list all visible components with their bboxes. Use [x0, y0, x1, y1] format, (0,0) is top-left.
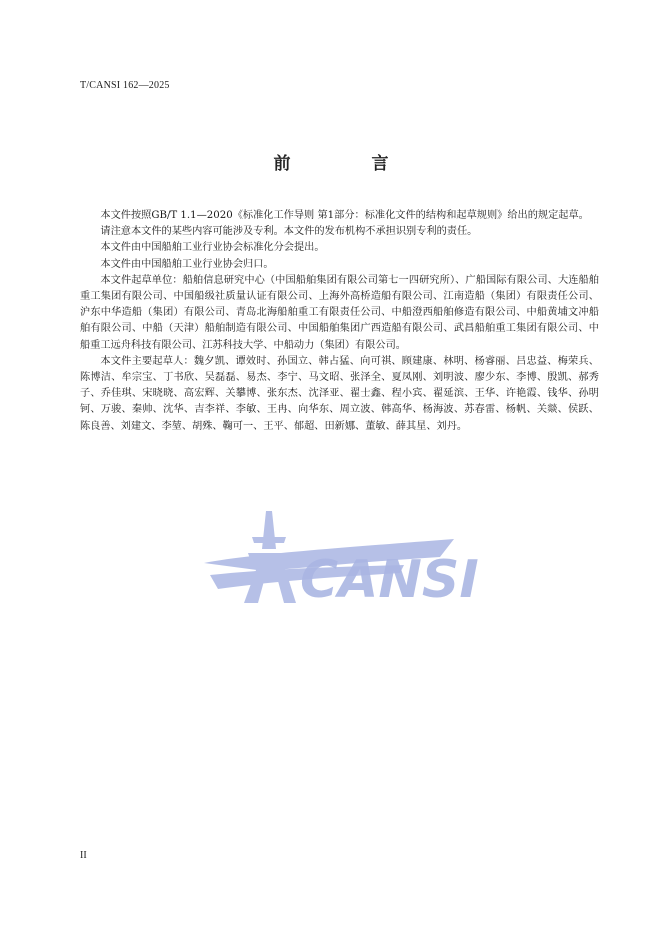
- page-title: 前 言: [273, 154, 421, 174]
- page-number: II: [80, 850, 87, 861]
- paragraph-drafting-units: 本文件起草单位：船舶信息研究中心（中国船舶集团有限公司第七一四研究所）、广船国际有限公司、大连船舶重工集团有限公司、中国船级社质量认证有限公司、上海外高桥造船有限公司、江南造船（集团）有限责任公司、沪东中华造船（集团）有限公司、青岛北海船舶重工有限责任公司、中船澄西船舶修造有限公司、中船黄埔文冲船舶有限公司、中船（天津）船舶制造有限公司、中国船舶集团广西造船有限公司、武昌船舶重工集团有限公司、中船重工远舟科技有限公司、江苏科技大学、中船动力（集团）有限公司。: [80, 274, 599, 351]
- standard-code: T/CANSI 162—2025: [80, 80, 170, 91]
- paragraph-administrator: 本文件由中国船舶工业行业协会归口。: [100, 258, 274, 270]
- paragraph-drafters: 本文件主要起草人：魏夕凯、谭效时、孙国立、韩占猛、向可祺、顾建康、林明、杨睿丽、吕忠益、梅荣兵、陈博洁、牟宗宝、丁书欣、吴磊磊、易杰、李宁、马文昭、张泽全、夏凤刚、刘明波、廖少东、李博、殷凯、郝秀子、乔佳琪、宋晓晓、高宏辉、关攀博、张东杰、沈泽亚、翟士鑫、程小宾、翟延滨、王华、许艳霞、钱华、孙明钶、万骏、秦帅、沈华、吉李祥、李敏、王冉、向华东、周立波、韩高华、杨海波、苏春雷、杨帆、关燚、侯跃、陈良善、刘建文、李堃、胡殊、鞠可一、王平、郁超、田新娜、董敏、薛其星、刘丹。: [80, 355, 599, 432]
- paragraph-drafting-rules: 本文件按照GB/T 1.1—2020《标准化工作导则 第1部分：标准化文件的结构和起草规则》给出的规定起草。: [100, 210, 589, 221]
- foreword-body: [80, 208, 599, 435]
- watermark-text: CANSI: [300, 550, 479, 610]
- cansi-watermark-logo: [204, 509, 479, 610]
- paragraph-proposer: 本文件由中国船舶工业行业协会标准化分会提出。: [100, 242, 325, 254]
- paragraph-patent-notice: 请注意本文件的某些内容可能涉及专利。本文件的发布机构不承担识别专利的责任。: [100, 226, 478, 238]
